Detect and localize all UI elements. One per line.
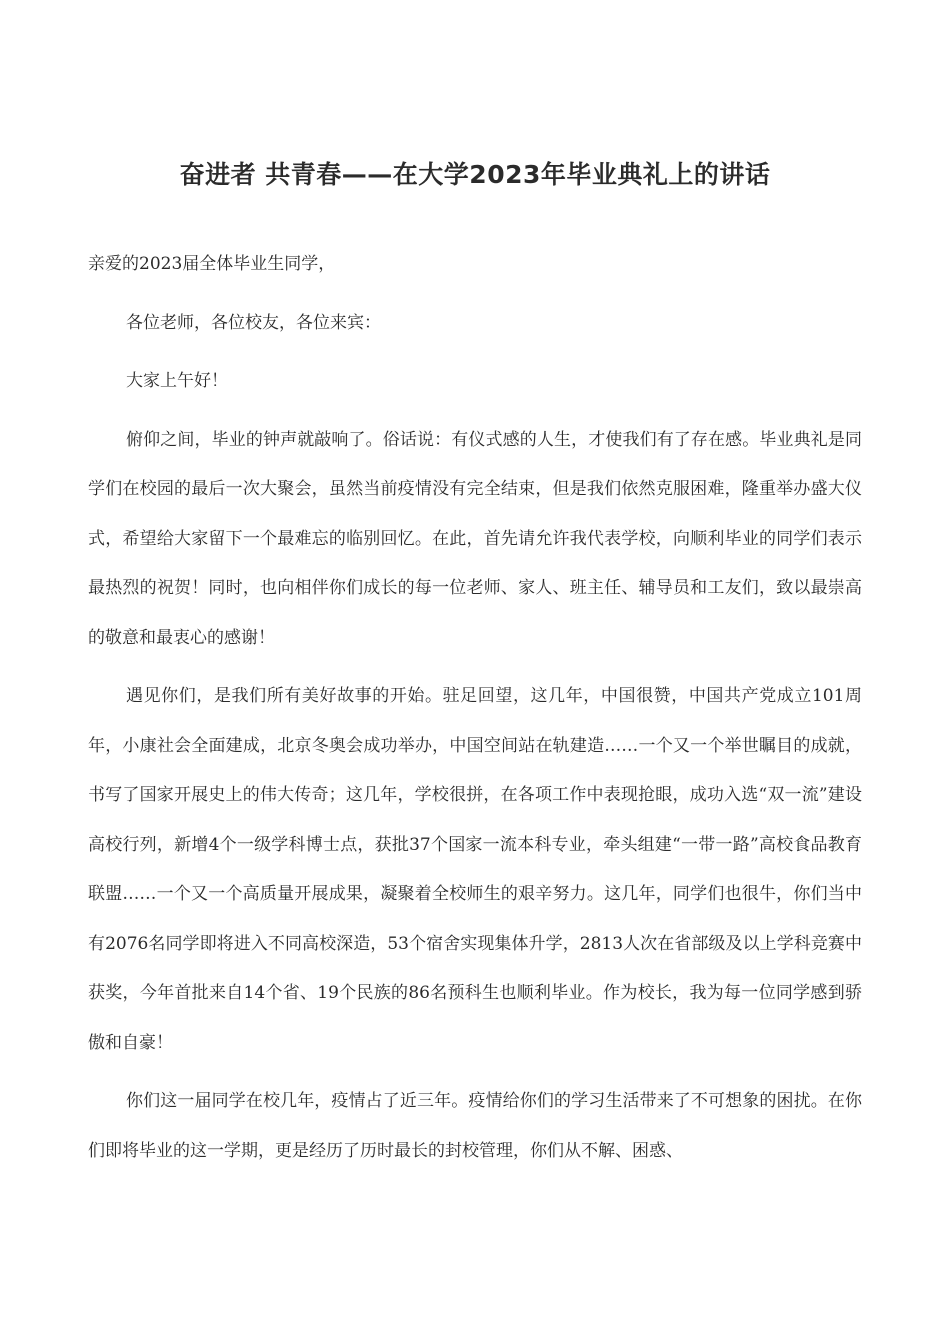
paragraph-good-morning: 大家上午好！ <box>126 371 228 391</box>
paragraph-greeting-guests: 各位老师，各位校友，各位来宾： <box>126 312 381 333</box>
document-title: 奋进者 共青春——在大学2023年毕业典礼上的讲话 <box>179 160 771 189</box>
paragraph-achievements: 遇见你们，是我们所有美好故事的开始。驻足回望，这几年，中国很赞，中国共产党成立101周年，小康社会全面建成，北京冬奥会成功举办，中国空间站在轨建造……一个又一个举世瞩目的成就，书写了国家开展史上的伟大传奇；这几年，学校很拼，在各项工作中表现抢眼，成功入选“双一流”建设高校行列，新增4个一级学科博士点，获批37个国家一流本科专业，牵头组建“一带一路”高校食品教育联盟……一个又一个高质量开展成果，凝聚着全校师生的艰辛努力。这几年，同学们也很牛，你们当中有2076名同学即将进入不同高校深造，53个宿舍实现集体升学，2813人次在省部级及以上学科竞赛中获奖，今年首批来自14个省、19个民族的86名预科生也顺利毕业。作为校长，我为每一位同学感到骄傲和自豪！ <box>88 686 862 1053</box>
paragraph-pandemic: 你们这一届同学在校几年，疫情占了近三年。疫情给你们的学习生活带来了不可想象的困扰。在你们即将毕业的这一学期，更是经历了历时最长的封校管理，你们从不解、困惑、 <box>88 1091 862 1161</box>
paragraph-graduation-bell: 俯仰之间，毕业的钟声就敲响了。俗话说：有仪式感的人生，才使我们有了存在感。毕业典礼是同学们在校园的最后一次大聚会，虽然当前疫情没有完全结束，但是我们依然克服困难，隆重举办盛大仪式，希望给大家留下一个最难忘的临别回忆。在此，首先请允许我代表学校，向顺利毕业的同学们表示最热烈的祝贺！同时，也向相伴你们成长的每一位老师、家人、班主任、辅导员和工友们，致以最崇高的敬意和最衷心的感谢！ <box>88 429 862 648</box>
salutation: 亲爱的2023届全体毕业生同学， <box>88 254 336 274</box>
document-body <box>88 240 862 1176</box>
